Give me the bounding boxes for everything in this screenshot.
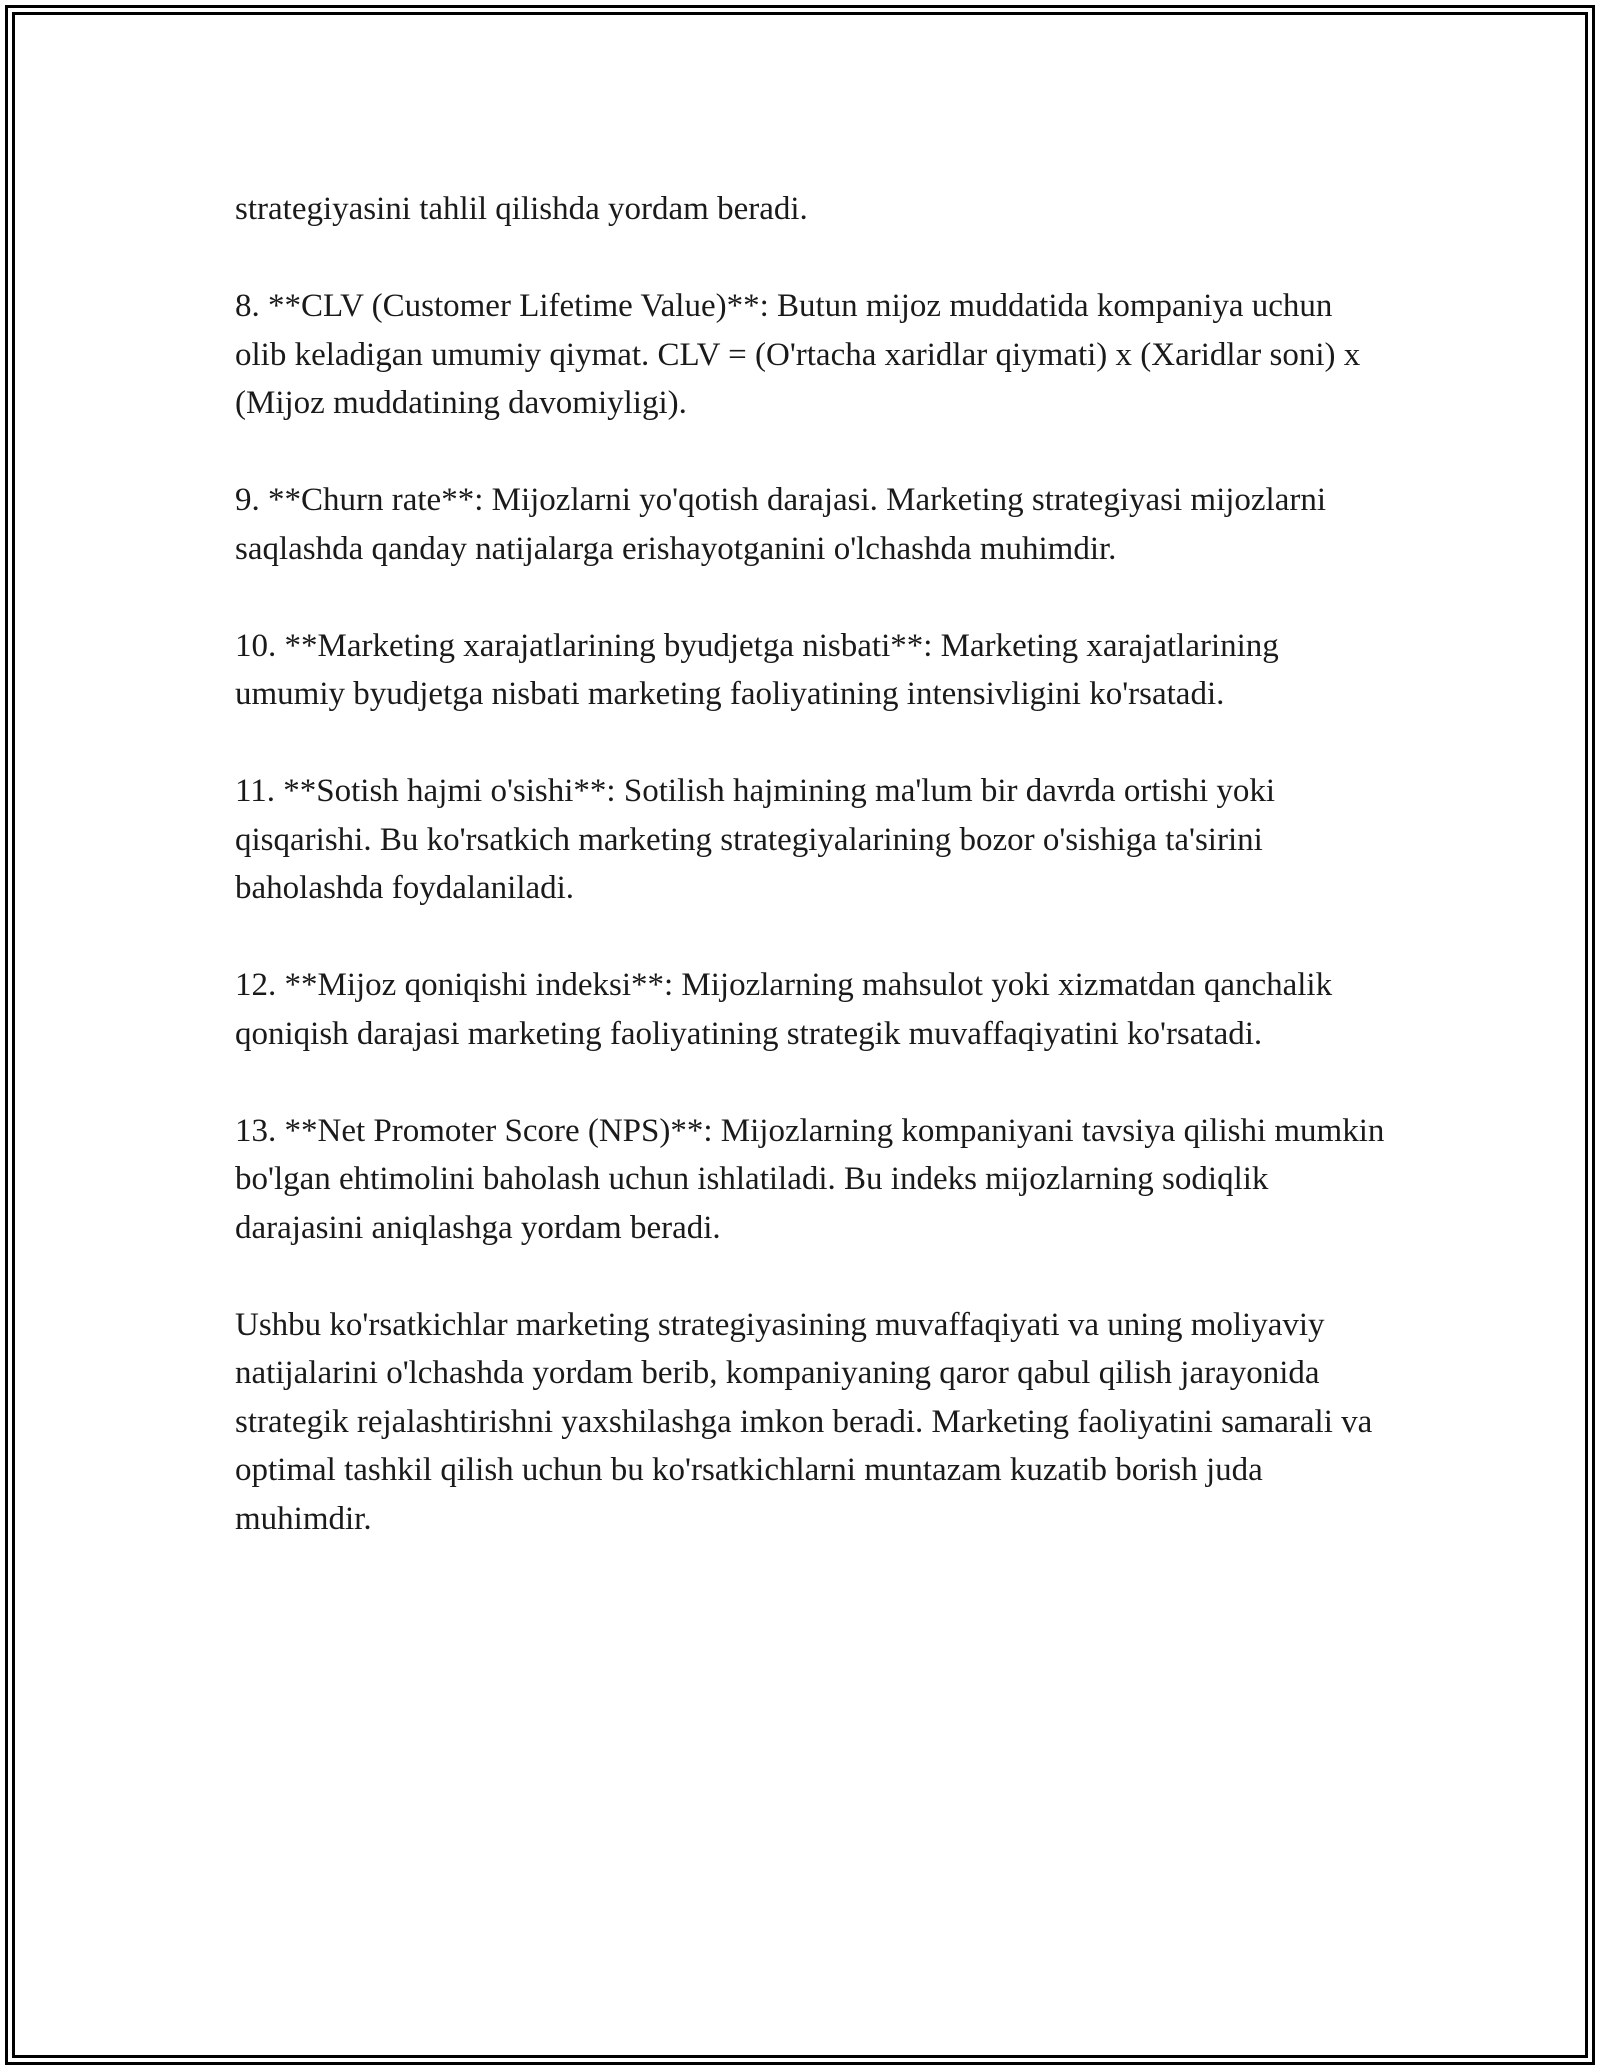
list-item-clv: 8. **CLV (Customer Lifetime Value)**: Butun mijoz muddatida kompaniya uchun olib keladigan umumiy qiymat. CLV = (O'rtacha xaridlar qiymati) x (Xaridlar soni) x (Mijoz muddatining davomiyligi). [235,288,1361,421]
paragraph-continuation: strategiyasini tahlil qilishda yordam beradi. [235,191,808,227]
list-item-customer-satisfaction: 12. **Mijoz qoniqishi indeksi**: Mijozlarning mahsulot yoki xizmatdan qanchalik qoniqish darajasi marketing faoliyatining strategik muvaffaqiyatini ko'rsatadi. [235,967,1333,1052]
document-body [235,185,1385,1592]
paragraph-conclusion: Ushbu ko'rsatkichlar marketing strategiyasining muvaffaqiyati va uning moliyaviy natijalarini o'lchashda yordam berib, kompaniyaning qaror qabul qilish jarayonida strategik rejalashtirishni yaxshilashga imkon beradi. Marketing faoliyatini samarali va optimal tashkil qilish uchun bu ko'rsatkichlarni muntazam kuzatib borish juda muhimdir. [235,1306,1373,1537]
list-item-marketing-budget-ratio: 10. **Marketing xarajatlarining byudjetga nisbati**: Marketing xarajatlarining umumiy byudjetga nisbati marketing faoliyatining intensivligini ko'rsatadi. [235,627,1279,712]
list-item-sales-growth: 11. **Sotish hajmi o'sishi**: Sotilish hajmining ma'lum bir davrda ortishi yoki qisqarishi. Bu ko'rsatkich marketing strategiyalarining bozor o'sishiga ta'sirini baholashda foydalaniladi. [235,773,1276,906]
list-item-nps: 13. **Net Promoter Score (NPS)**: Mijozlarning kompaniyani tavsiya qilishi mumkin bo'lgan ehtimolini baholash uchun ishlatiladi. Bu indeks mijozlarning sodiqlik darajasini aniqlashga yordam beradi. [235,1112,1385,1246]
list-item-churn-rate: 9. **Churn rate**: Mijozlarni yo'qotish darajasi. Marketing strategiyasi mijozlarni saqlashda qanday natijalarga erishayotganini o'lchashda muhimdir. [235,482,1327,567]
